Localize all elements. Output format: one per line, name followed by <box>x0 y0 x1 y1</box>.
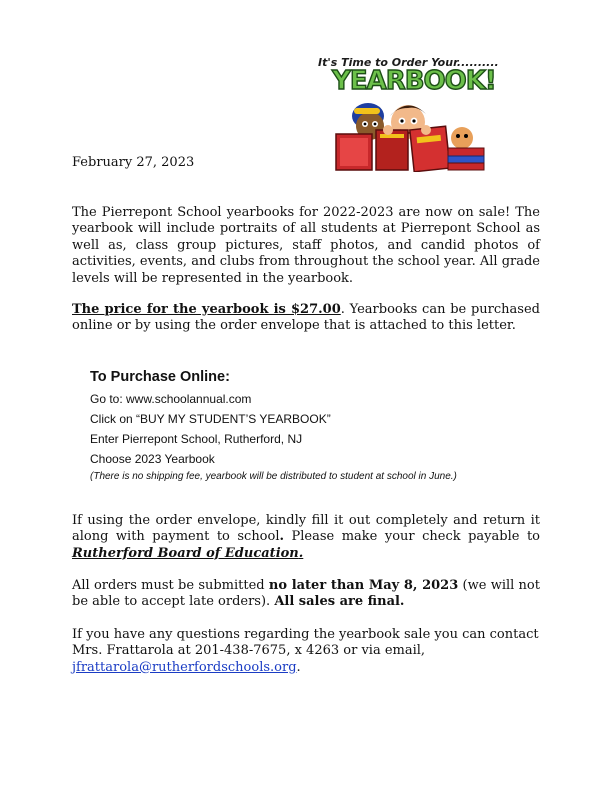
price-rest: . Yearbooks can be purchased online or by using the order envelope that is attached to this letter. <box>72 302 540 334</box>
contact-text: If you have any questions regarding the yearbook sale you can contact Mrs. Frattarola at 201-438-7675, x 4263 or via email, <box>72 627 539 659</box>
online-step: Click on “BUY MY STUDENT’S YEARBOOK” <box>90 412 331 426</box>
deadline-note: (we will not be able to accept late orders). <box>72 578 540 610</box>
deadline-text: All orders must be submitted <box>72 578 269 593</box>
payee-end: . <box>298 545 304 561</box>
sales-final-notice: All sales are final. <box>274 594 405 610</box>
shipping-note: (There is no shipping fee, yearbook will be distributed to student at school in June.) <box>90 471 457 482</box>
online-step: Choose 2023 Yearbook <box>90 452 215 466</box>
envelope-check-text: Please make your check payable to <box>284 529 540 545</box>
online-step: Go to: www.schoolannual.com <box>90 392 252 406</box>
check-payee: Rutherford Board of Education <box>72 545 299 561</box>
logo-tagline: It's Time to Order Your.......... <box>318 56 499 69</box>
letter-date: February 27, 2023 <box>72 155 195 170</box>
intro-paragraph: The Pierrepont School yearbooks for 2022-2023 are now on sale! The yearbook will include portraits of all students at Pierrepont School as well as, class group pictures, staff photos, and candid photos of activities, events, and clubs from throughout the school year. All grade levels will be represented in the yearbook. <box>72 205 540 286</box>
online-step: Enter Pierrepont School, Rutherford, NJ <box>90 432 303 446</box>
deadline-date: no later than May 8, 2023 <box>268 578 459 593</box>
price-paragraph <box>72 302 540 335</box>
envelope-paragraph <box>72 513 540 562</box>
cartoon-kids-with-yearbooks-icon <box>326 90 496 172</box>
price-statement: The price for the yearbook is $27.00 <box>72 302 341 317</box>
logo-wordmark: YEARBOOK! <box>332 66 496 96</box>
purchase-online-heading: To Purchase Online: <box>90 369 230 385</box>
envelope-text: If using the order envelope, kindly fill it out completely and return it along with payment to school <box>72 513 540 545</box>
contact-end: . <box>296 659 301 675</box>
purchase-online-section <box>90 369 457 482</box>
yearbook-logo <box>318 54 498 172</box>
envelope-period: . <box>279 529 285 545</box>
contact-email-link[interactable]: jfrattarola@rutherfordschools.org <box>72 659 297 675</box>
deadline-paragraph <box>72 578 540 611</box>
contact-paragraph <box>72 627 540 676</box>
